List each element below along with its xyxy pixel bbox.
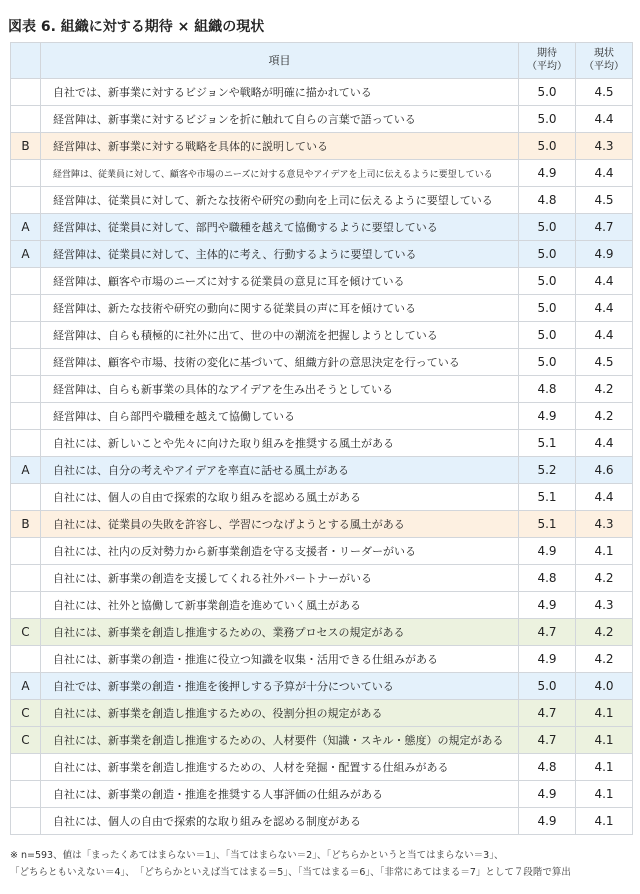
row-current-value: 4.1 bbox=[576, 754, 633, 781]
row-expectation-value: 4.8 bbox=[519, 187, 576, 214]
row-group-label bbox=[11, 538, 41, 565]
table-row bbox=[11, 430, 633, 457]
row-group-label bbox=[11, 322, 41, 349]
row-expectation-value: 5.0 bbox=[519, 133, 576, 160]
figure-title: 図表 6. 組織に対する期待 × 組織の現状 bbox=[8, 19, 265, 35]
row-current-value: 4.2 bbox=[576, 565, 633, 592]
header-expectation-label: 期待 bbox=[537, 48, 557, 59]
table-row bbox=[11, 349, 633, 376]
row-item-text: 経営陣は、自らも新事業の具体的なアイデアを生み出そうとしている bbox=[41, 376, 519, 403]
row-expectation-value: 5.1 bbox=[519, 430, 576, 457]
table-row bbox=[11, 106, 633, 133]
row-current-value: 4.1 bbox=[576, 727, 633, 754]
row-current-value: 4.7 bbox=[576, 214, 633, 241]
header-label-cell bbox=[11, 43, 41, 79]
row-current-value: 4.4 bbox=[576, 430, 633, 457]
row-item-text: 経営陣は、従業員に対して、部門や職種を越えて協働するように要望している bbox=[41, 214, 519, 241]
row-expectation-value: 5.0 bbox=[519, 268, 576, 295]
row-expectation-value: 4.9 bbox=[519, 781, 576, 808]
row-expectation-value: 5.1 bbox=[519, 484, 576, 511]
header-item: 項目 bbox=[41, 43, 519, 79]
row-expectation-value: 5.2 bbox=[519, 457, 576, 484]
row-group-label bbox=[11, 754, 41, 781]
row-current-value: 4.3 bbox=[576, 592, 633, 619]
row-item-text: 経営陣は、自らも積極的に社外に出て、世の中の潮流を把握しようとしている bbox=[41, 322, 519, 349]
row-current-value: 4.4 bbox=[576, 106, 633, 133]
table-row bbox=[11, 160, 633, 187]
row-current-value: 4.5 bbox=[576, 187, 633, 214]
row-item-text: 自社には、新事業の創造・推進を推奨する人事評価の仕組みがある bbox=[41, 781, 519, 808]
row-item-text: 自社には、個人の自由で探索的な取り組みを認める制度がある bbox=[41, 808, 519, 835]
row-item-text: 経営陣は、新たな技術や研究の動向に関する従業員の声に耳を傾けている bbox=[41, 295, 519, 322]
table-row bbox=[11, 241, 633, 268]
row-group-label bbox=[11, 592, 41, 619]
row-group-label: C bbox=[11, 700, 41, 727]
table-row bbox=[11, 214, 633, 241]
table-row bbox=[11, 538, 633, 565]
row-expectation-value: 4.9 bbox=[519, 592, 576, 619]
row-item-text: 自社には、従業員の失敗を許容し、学習につなげようとする風土がある bbox=[41, 511, 519, 538]
row-item-text: 自社には、自分の考えやアイデアを率直に話せる風土がある bbox=[41, 457, 519, 484]
table-row bbox=[11, 592, 633, 619]
row-expectation-value: 4.9 bbox=[519, 160, 576, 187]
table-row bbox=[11, 187, 633, 214]
row-expectation-value: 5.0 bbox=[519, 241, 576, 268]
footnote-line-2: 「どちらともいえない＝4」、 「どちらかといえば当てはまる＝5」、「当てはまる＝6」、「非常にあてはまる＝7」として７段階で算出 bbox=[10, 867, 571, 878]
row-item-text: 自社には、新事業の創造を支援してくれる社外パートナーがいる bbox=[41, 565, 519, 592]
row-expectation-value: 4.7 bbox=[519, 727, 576, 754]
row-current-value: 4.2 bbox=[576, 403, 633, 430]
row-current-value: 4.4 bbox=[576, 484, 633, 511]
row-current-value: 4.3 bbox=[576, 133, 633, 160]
row-group-label bbox=[11, 106, 41, 133]
row-expectation-value: 4.8 bbox=[519, 754, 576, 781]
row-item-text: 自社には、新事業を創造し推進するための、人材要件（知識・スキル・態度）の規定がある bbox=[41, 727, 519, 754]
header-expectation-avg: （平均） bbox=[527, 60, 567, 72]
row-expectation-value: 5.0 bbox=[519, 214, 576, 241]
row-current-value: 4.4 bbox=[576, 268, 633, 295]
expectation-vs-current-table bbox=[10, 42, 633, 835]
table-row bbox=[11, 268, 633, 295]
row-group-label: B bbox=[11, 511, 41, 538]
row-group-label bbox=[11, 430, 41, 457]
row-expectation-value: 4.7 bbox=[519, 700, 576, 727]
row-current-value: 4.6 bbox=[576, 457, 633, 484]
footnote-line-1: ※ n=593、値は「まったくあてはまらない＝1」、「当てはまらない＝2」、「どちらかというと当てはまらない＝3」、 bbox=[10, 850, 504, 861]
header-current-label: 現状 bbox=[594, 48, 614, 59]
row-current-value: 4.1 bbox=[576, 808, 633, 835]
row-item-text: 自社には、新しいことや先々に向けた取り組みを推奨する風土がある bbox=[41, 430, 519, 457]
row-group-label: A bbox=[11, 241, 41, 268]
row-expectation-value: 4.9 bbox=[519, 808, 576, 835]
row-group-label bbox=[11, 565, 41, 592]
row-group-label bbox=[11, 160, 41, 187]
row-group-label bbox=[11, 349, 41, 376]
row-item-text: 自社には、社外と協働して新事業創造を進めていく風土がある bbox=[41, 592, 519, 619]
row-group-label bbox=[11, 403, 41, 430]
row-expectation-value: 5.0 bbox=[519, 349, 576, 376]
table-row bbox=[11, 295, 633, 322]
row-current-value: 4.0 bbox=[576, 673, 633, 700]
header-expectation bbox=[519, 43, 576, 79]
row-item-text: 自社では、新事業に対するビジョンや戦略が明確に描かれている bbox=[41, 79, 519, 106]
row-current-value: 4.4 bbox=[576, 160, 633, 187]
row-item-text: 経営陣は、顧客や市場、技術の変化に基づいて、組織方針の意思決定を行っている bbox=[41, 349, 519, 376]
footnote bbox=[10, 847, 634, 881]
row-expectation-value: 5.1 bbox=[519, 511, 576, 538]
table-row bbox=[11, 133, 633, 160]
row-current-value: 4.5 bbox=[576, 349, 633, 376]
table-header-row bbox=[11, 43, 633, 79]
row-current-value: 4.2 bbox=[576, 646, 633, 673]
table-row bbox=[11, 457, 633, 484]
table-row bbox=[11, 646, 633, 673]
row-item-text: 経営陣は、自ら部門や職種を越えて協働している bbox=[41, 403, 519, 430]
row-current-value: 4.2 bbox=[576, 376, 633, 403]
row-group-label bbox=[11, 187, 41, 214]
row-expectation-value: 5.0 bbox=[519, 79, 576, 106]
row-item-text: 自社には、個人の自由で探索的な取り組みを認める風土がある bbox=[41, 484, 519, 511]
table-row bbox=[11, 673, 633, 700]
row-item-text: 経営陣は、新事業に対する戦略を具体的に説明している bbox=[41, 133, 519, 160]
table-row bbox=[11, 565, 633, 592]
row-group-label bbox=[11, 808, 41, 835]
table-row bbox=[11, 376, 633, 403]
table-row bbox=[11, 484, 633, 511]
row-item-text: 自社には、社内の反対勢力から新事業創造を守る支援者・リーダーがいる bbox=[41, 538, 519, 565]
header-current-avg: （平均） bbox=[584, 60, 624, 72]
row-current-value: 4.4 bbox=[576, 295, 633, 322]
table-row bbox=[11, 79, 633, 106]
table-row bbox=[11, 619, 633, 646]
row-item-text: 経営陣は、従業員に対して、新たな技術や研究の動向を上司に伝えるように要望している bbox=[41, 187, 519, 214]
row-current-value: 4.9 bbox=[576, 241, 633, 268]
row-item-text: 経営陣は、新事業に対するビジョンを折に触れて自らの言葉で語っている bbox=[41, 106, 519, 133]
row-group-label: B bbox=[11, 133, 41, 160]
row-expectation-value: 4.9 bbox=[519, 403, 576, 430]
table-row bbox=[11, 403, 633, 430]
row-group-label bbox=[11, 646, 41, 673]
header-current bbox=[576, 43, 633, 79]
row-item-text: 経営陣は、従業員に対して、顧客や市場のニーズに対する意見やアイデアを上司に伝えるように要望している bbox=[41, 160, 519, 187]
row-group-label bbox=[11, 781, 41, 808]
row-expectation-value: 4.8 bbox=[519, 376, 576, 403]
table-row bbox=[11, 700, 633, 727]
row-item-text: 経営陣は、従業員に対して、主体的に考え、行動するように要望している bbox=[41, 241, 519, 268]
row-group-label bbox=[11, 268, 41, 295]
row-group-label: A bbox=[11, 673, 41, 700]
row-item-text: 自社では、新事業の創造・推進を後押しする予算が十分についている bbox=[41, 673, 519, 700]
row-item-text: 自社には、新事業を創造し推進するための、業務プロセスの規定がある bbox=[41, 619, 519, 646]
table-row bbox=[11, 511, 633, 538]
row-expectation-value: 4.8 bbox=[519, 565, 576, 592]
row-group-label: C bbox=[11, 619, 41, 646]
row-expectation-value: 4.7 bbox=[519, 619, 576, 646]
row-expectation-value: 5.0 bbox=[519, 673, 576, 700]
table-row bbox=[11, 781, 633, 808]
row-expectation-value: 5.0 bbox=[519, 322, 576, 349]
row-group-label bbox=[11, 79, 41, 106]
row-current-value: 4.4 bbox=[576, 322, 633, 349]
row-group-label: A bbox=[11, 214, 41, 241]
row-item-text: 経営陣は、顧客や市場のニーズに対する従業員の意見に耳を傾けている bbox=[41, 268, 519, 295]
row-current-value: 4.1 bbox=[576, 538, 633, 565]
row-item-text: 自社には、新事業を創造し推進するための、役割分担の規定がある bbox=[41, 700, 519, 727]
table-row bbox=[11, 808, 633, 835]
row-expectation-value: 4.9 bbox=[519, 646, 576, 673]
row-group-label: A bbox=[11, 457, 41, 484]
table-row bbox=[11, 727, 633, 754]
row-current-value: 4.2 bbox=[576, 619, 633, 646]
row-group-label bbox=[11, 484, 41, 511]
row-item-text: 自社には、新事業の創造・推進に役立つ知識を収集・活用できる仕組みがある bbox=[41, 646, 519, 673]
row-group-label: C bbox=[11, 727, 41, 754]
row-expectation-value: 5.0 bbox=[519, 106, 576, 133]
row-expectation-value: 4.9 bbox=[519, 538, 576, 565]
row-expectation-value: 5.0 bbox=[519, 295, 576, 322]
row-current-value: 4.3 bbox=[576, 511, 633, 538]
table-row bbox=[11, 754, 633, 781]
row-current-value: 4.1 bbox=[576, 700, 633, 727]
table-row bbox=[11, 322, 633, 349]
row-group-label bbox=[11, 295, 41, 322]
row-current-value: 4.5 bbox=[576, 79, 633, 106]
row-current-value: 4.1 bbox=[576, 781, 633, 808]
row-group-label bbox=[11, 376, 41, 403]
row-item-text: 自社には、新事業を創造し推進するための、人材を発掘・配置する仕組みがある bbox=[41, 754, 519, 781]
